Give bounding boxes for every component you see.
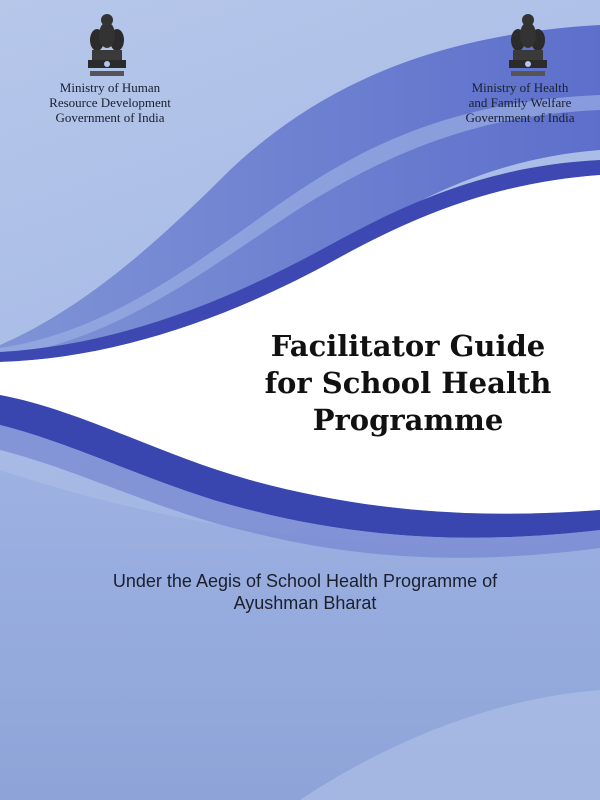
right-ministry-line-1: Ministry of Health	[471, 80, 569, 95]
left-ministry-line-1: Ministry of Human	[59, 80, 161, 95]
right-ministry-name	[440, 80, 600, 125]
book-title	[238, 328, 578, 439]
title-line-1: Facilitator Guide	[270, 329, 546, 363]
title-line-2: for School Health	[264, 366, 552, 400]
subtitle-line-2: Ayushman Bharat	[233, 593, 377, 613]
subtitle-line-1: Under the Aegis of School Health Programme of	[112, 571, 498, 591]
left-ministry-line-3: Government of India	[55, 110, 165, 125]
title-line-3: Programme	[312, 403, 504, 437]
book-subtitle	[40, 570, 570, 614]
right-ministry-line-3: Government of India	[465, 110, 575, 125]
national-emblem-icon	[84, 10, 130, 80]
right-ministry-line-2: and Family Welfare	[468, 95, 572, 110]
national-emblem-icon	[505, 10, 551, 80]
left-ministry-line-2: Resource Development	[49, 95, 171, 110]
left-ministry-name	[30, 80, 190, 125]
